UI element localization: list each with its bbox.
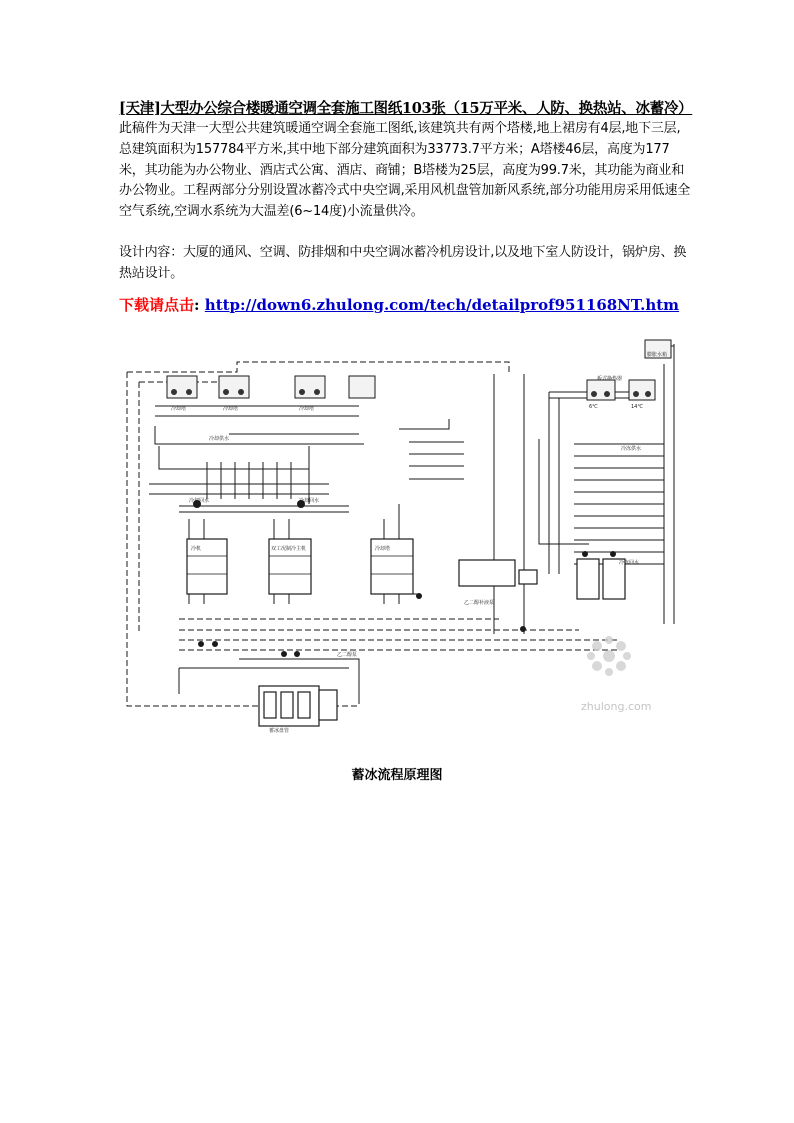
label-unit-2: 双工况制冷主机 [271, 546, 307, 552]
label-unit-1: 冷机 [191, 546, 202, 552]
label-unit-3: 冷却塔 [375, 546, 391, 552]
label-ethylene-glycol: 乙二醇泵 [337, 652, 358, 658]
label-cooling-supply: 冷却供水 [209, 436, 230, 442]
download-colon: : [194, 296, 200, 314]
download-line [119, 294, 719, 315]
label-heat-exchanger: 板式换热器 [597, 376, 623, 382]
label-plate-b: 14℃ [631, 404, 643, 410]
label-cooling-tower-a: 冷却塔 [171, 406, 187, 412]
label-ice-storage: 蓄冰盘管 [269, 728, 290, 734]
label-ethylene-glycol-pump: 乙二醇补液泵 [464, 600, 495, 606]
download-link[interactable]: http://down6.zhulong.com/tech/detailprof951168NT.htm [204, 296, 680, 314]
label-return-header: 冷冻回水 [619, 560, 640, 566]
label-cooling-return-a: 冷却回水 [189, 498, 210, 504]
watermark-text: zhulong.com [581, 700, 652, 713]
document-title: [天津]大型办公综合楼暖通空调全套施工图纸103张（15万平米、人防、换热站、冰蓄冷） [119, 100, 693, 117]
description-paragraph: 此稿件为天津一大型公共建筑暖通空调全套施工图纸,该建筑共有两个塔楼,地上裙房有4层,地下三层,总建筑面积为157784平方米,其中地下部分建筑面积为33773.7平方米；A塔楼46层，高度为177米，其功能为办公物业、酒店式公寓、酒店、商铺；B塔楼为25层，高度为99.7米，其功能为商业和办公物业。工程两部分分别设置冰蓄冷式中央空调,采用风机盘管加新风系统,部分功能用房采用低速全空气系统,空调水系统为大温差(6~14度)小流量供冷。 [119, 121, 691, 220]
download-label: 下载请点击 [119, 296, 195, 314]
label-supply-header: 冷冻供水 [621, 446, 642, 452]
label-expansion-tank: 膨胀水箱 [647, 352, 668, 358]
watermark-logo [587, 636, 631, 676]
label-plate-a: 6℃ [589, 404, 598, 410]
ice-storage-flow-diagram [119, 334, 681, 738]
label-cooling-tower-b: 冷却塔 [223, 406, 239, 412]
label-cooling-return-b: 冷却回水 [299, 498, 320, 504]
label-cooling-tower-c: 冷却塔 [299, 406, 315, 412]
diagram-caption: 蓄冰流程原理图 [351, 768, 443, 783]
design-content-paragraph: 设计内容：大厦的通风、空调、防排烟和中央空调冰蓄冷机房设计,以及地下室人防设计，锅炉房、换热站设计。 [119, 245, 687, 281]
